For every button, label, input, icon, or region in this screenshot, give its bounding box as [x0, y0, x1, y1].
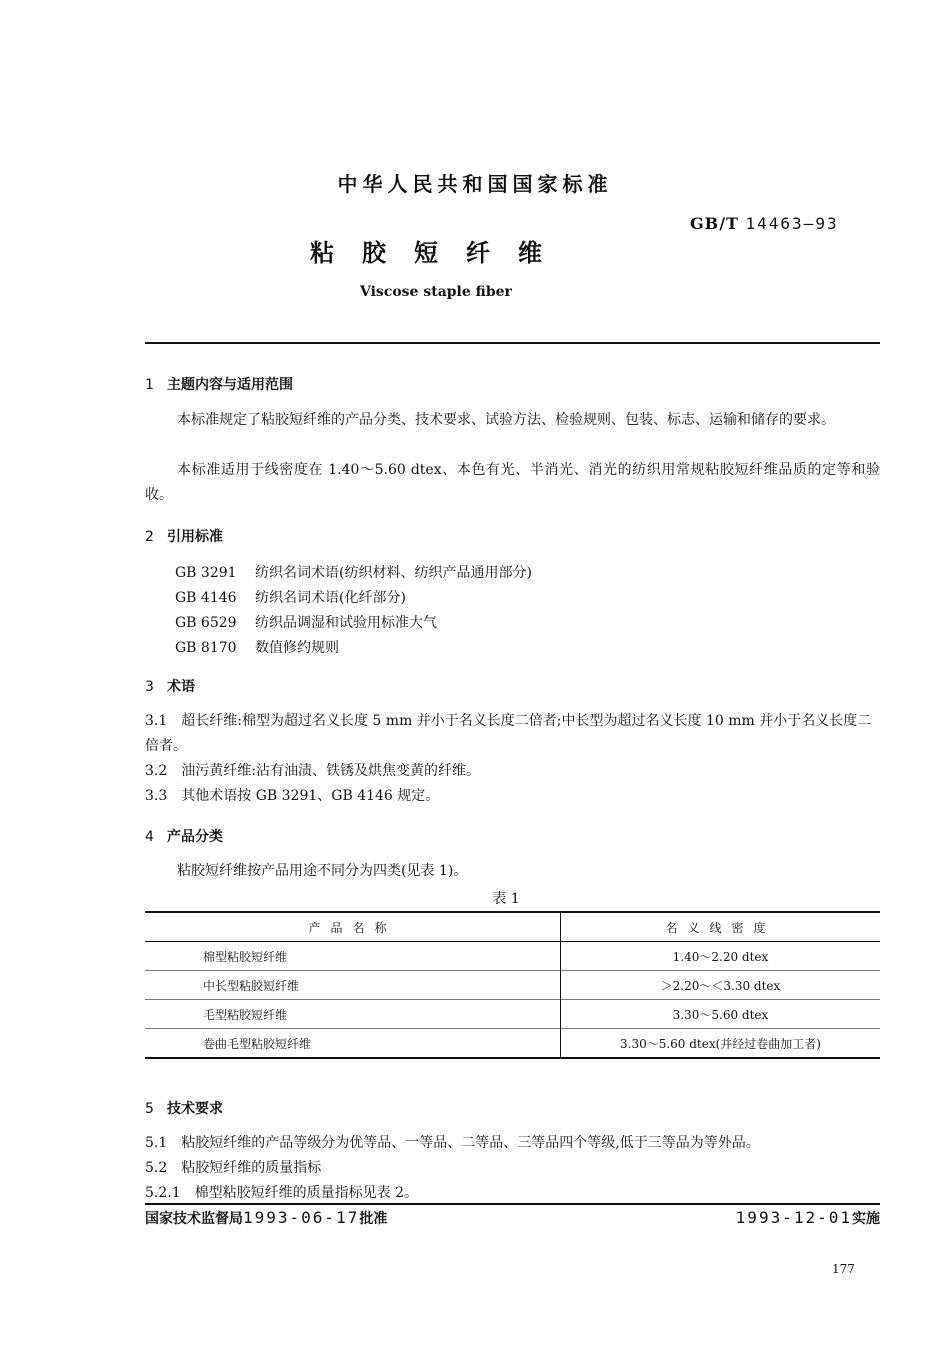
document-title: 粘胶短纤维 — [310, 239, 570, 267]
table-cell-density: ＞2.20～＜3.30 dtex — [660, 978, 781, 993]
reference-code: GB 4146 — [175, 590, 237, 606]
section-3-number: 3 — [145, 679, 154, 695]
table-cell-density: 3.30～5.60 dtex — [672, 1007, 769, 1022]
reference-title: 纺织名词术语(化纤部分) — [255, 590, 406, 606]
section-4-number: 4 — [145, 829, 154, 845]
table-row — [145, 971, 880, 1000]
section-4-title: 产品分类 — [167, 829, 223, 845]
term-item-3-2: 3.2 油污黄纤维:沾有油渍、铁锈及烘焦变黄的纤维。 — [145, 763, 480, 779]
section-5-heading — [145, 1098, 223, 1118]
section-3-title: 术语 — [167, 679, 195, 695]
standard-code-prefix: GB/T — [690, 214, 739, 233]
table-cell-product: 中长型粘胶短纤维 — [145, 971, 561, 1000]
section-3-heading — [145, 676, 195, 696]
reference-code: GB 6529 — [175, 615, 237, 631]
term-item-3-3: 3.3 其他术语按 GB 3291、GB 4146 规定。 — [145, 788, 440, 804]
section-2-number: 2 — [145, 529, 154, 545]
table-row — [145, 1029, 880, 1059]
implementation-line — [736, 1208, 880, 1228]
requirement-item-5-1: 5.1 粘胶短纤维的产品等级分为优等品、一等品、二等品、三等品四个等级,低于三等品为等外品。 — [145, 1135, 760, 1151]
approval-date: 1993-06-17 — [243, 1208, 360, 1227]
section-1-paragraph-1: 本标准规定了粘胶短纤维的产品分类、技术要求、试验方法、检验规则、包装、标志、运输和储存的要求。 — [177, 412, 835, 428]
table-1-caption: 表 1 — [492, 891, 520, 907]
table-header-linear-density: 名义线密度 — [665, 920, 776, 935]
approval-line — [145, 1208, 387, 1228]
reference-title: 数值修约规则 — [255, 640, 339, 656]
section-2-title: 引用标准 — [167, 529, 223, 545]
implementation-date: 1993-12-01 — [735, 1208, 852, 1227]
table-header-row — [145, 912, 880, 942]
section-2-heading — [145, 526, 223, 546]
table-cell-product: 卷曲毛型粘胶短纤维 — [145, 1029, 561, 1059]
reference-row — [175, 637, 339, 657]
reference-row — [175, 612, 437, 632]
product-classification-table — [145, 911, 880, 1059]
table-header-product-name: 产品名称 — [145, 912, 561, 942]
standard-code-number: 14463—93 — [745, 214, 839, 233]
section-1-paragraph-2: 本标准适用于线密度在 1.40～5.60 dtex、本色有光、半消光、消光的纺织用常规粘胶短纤维品质的定等和验收。 — [145, 462, 880, 503]
section-4-heading — [145, 826, 223, 846]
table-cell-product: 棉型粘胶短纤维 — [145, 942, 561, 971]
reference-row — [175, 587, 406, 607]
table-cell-product: 毛型粘胶短纤维 — [145, 1000, 561, 1029]
header-rule — [145, 342, 880, 344]
page-number: 177 — [832, 1262, 855, 1276]
reference-row — [175, 562, 532, 582]
section-5-title: 技术要求 — [167, 1101, 223, 1117]
reference-title: 纺织品调湿和试验用标准大气 — [255, 615, 437, 631]
requirement-item-5-2-1: 5.2.1 棉型粘胶短纤维的质量指标见表 2。 — [145, 1185, 418, 1201]
section-1-title: 主题内容与适用范围 — [167, 377, 293, 393]
standard-code — [690, 214, 839, 233]
section-5-number: 5 — [145, 1101, 154, 1117]
reference-code: GB 3291 — [175, 565, 237, 581]
table-row — [145, 942, 880, 971]
section-1-number: 1 — [145, 377, 154, 393]
national-standard-title: 中华人民共和国国家标准 — [337, 172, 613, 196]
approver-name: 国家技术监督局 — [145, 1211, 243, 1227]
table-row — [145, 1000, 880, 1029]
section-1-heading — [145, 374, 293, 394]
reference-title: 纺织名词术语(纺织材料、纺织产品通用部分) — [255, 565, 532, 581]
approval-label: 批准 — [359, 1211, 388, 1227]
requirement-item-5-2: 5.2 粘胶短纤维的质量指标 — [145, 1160, 322, 1176]
term-item-3-1: 3.1 超长纤维:棉型为超过名义长度 5 mm 并小于名义长度二倍者;中长型为超过名义长度 10 mm 并小于名义长度二倍者。 — [145, 713, 872, 754]
table-cell-density: 1.40～2.20 dtex — [672, 949, 769, 964]
footer-rule — [145, 1203, 880, 1205]
table-cell-density: 3.30～5.60 dtex(并经过卷曲加工者) — [620, 1036, 821, 1051]
document-subtitle: Viscose staple fiber — [360, 284, 512, 300]
reference-code: GB 8170 — [175, 640, 237, 656]
section-4-paragraph: 粘胶短纤维按产品用途不同分为四类(见表 1)。 — [177, 863, 468, 879]
implementation-label: 实施 — [852, 1211, 880, 1227]
